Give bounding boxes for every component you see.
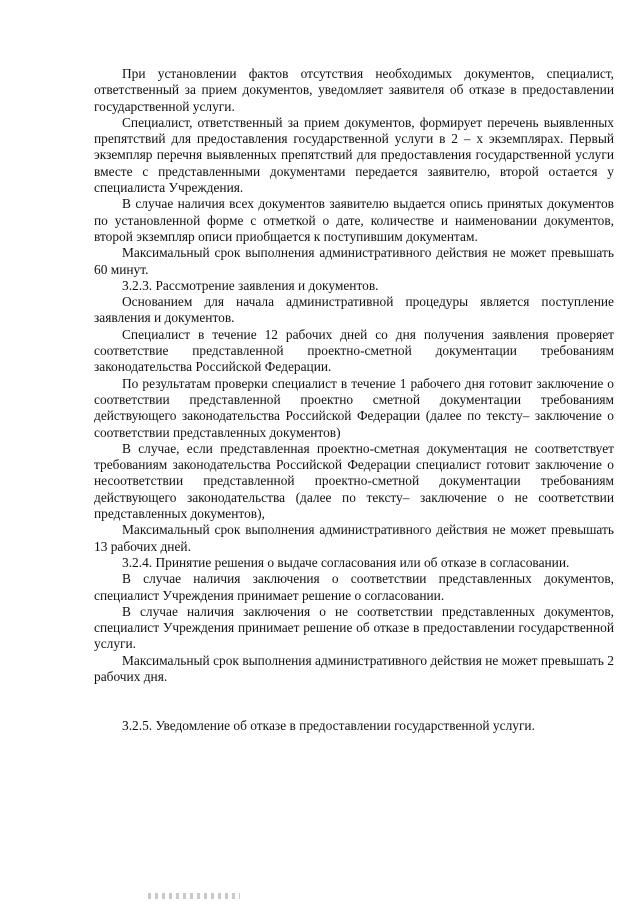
paragraph-compliance-conclusion: По результатам проверки специалист в течение 1 рабочего дня готовит заключение о соответствии представленной проектно сметной документации требованиям действующего законодательства Российской Федерации (далее по тексту– заключение о соответствии представленных документов) xyxy=(94,375,614,440)
paragraph-max-time-60-minutes: Максимальный срок выполнения административного действия не может превышать 60 минут. xyxy=(94,245,614,277)
paragraph-receipt-inventory: В случае наличия всех документов заявителю выдается опись принятых документов по установленной форме с отметкой о дате, количестве и наименовании документов, второй экземпляр описи приобщается к поступившим документам. xyxy=(94,196,614,244)
paragraph-max-time-13-days: Максимальный срок выполнения административного действия не может превышать 13 рабочих дней. xyxy=(94,522,614,554)
paragraph-missing-documents: При установлении фактов отсутствия необходимых документов, специалист, ответственный за прием документов, уведомляет заявителя об отказе в предоставлении государственной услуги. xyxy=(94,66,614,114)
section-spacing xyxy=(94,685,614,718)
section-heading-3-2-5: 3.2.5. Уведомление об отказе в предоставлении государственной услуги. xyxy=(122,718,535,734)
paragraph-max-time-2-days: Максимальный срок выполнения административного действия не может превышать 2 рабочих дня. xyxy=(94,652,614,684)
section-heading-3-2-3: 3.2.3. Рассмотрение заявления и документов. xyxy=(122,277,379,293)
paragraph-review-12-days: Специалист в течение 12 рабочих дней со дня получения заявления проверяет соответствие представленной проектно-сметной документации требованиям законодательства Российской Федерации. xyxy=(94,326,614,375)
faint-footer-mark xyxy=(148,893,240,899)
document-body xyxy=(94,66,614,735)
paragraph-approval-decision: В случае наличия заключения о соответствии представленных документов, специалист Учреждения принимает решение о согласовании. xyxy=(94,571,614,603)
paragraph-noncompliance-conclusion: В случае, если представленная проектно-сметная документация не соответствует требованиям законодательства Российской Федерации специалист готовит заключение о несоответствии представленной проектно-сметной документации требованиям действующего законодательства (далее по тексту– заключение о не соответствии представленных документов), xyxy=(94,440,614,522)
paragraph-obstacles-list: Специалист, ответственный за прием документов, формирует перечень выявленных препятствий для предоставления государственной услуги в 2 – х экземплярах. Первый экземпляр перечня выявленных препятствий для предоставления государственной услуги вместе с представленными документами передается заявителю, второй остается у специалиста Учреждения. xyxy=(94,114,614,196)
section-heading-3-2-4: 3.2.4. Принятие решения о выдаче согласования или об отказе в согласовании. xyxy=(122,554,570,570)
paragraph-refusal-decision: В случае наличия заключения о не соответствии представленных документов, специалист Учреждения принимает решение об отказе в предоставлении государственной услуги. xyxy=(94,603,614,652)
paragraph-procedure-basis: Основанием для начала административной процедуры является поступление заявления и документов. xyxy=(94,294,614,326)
